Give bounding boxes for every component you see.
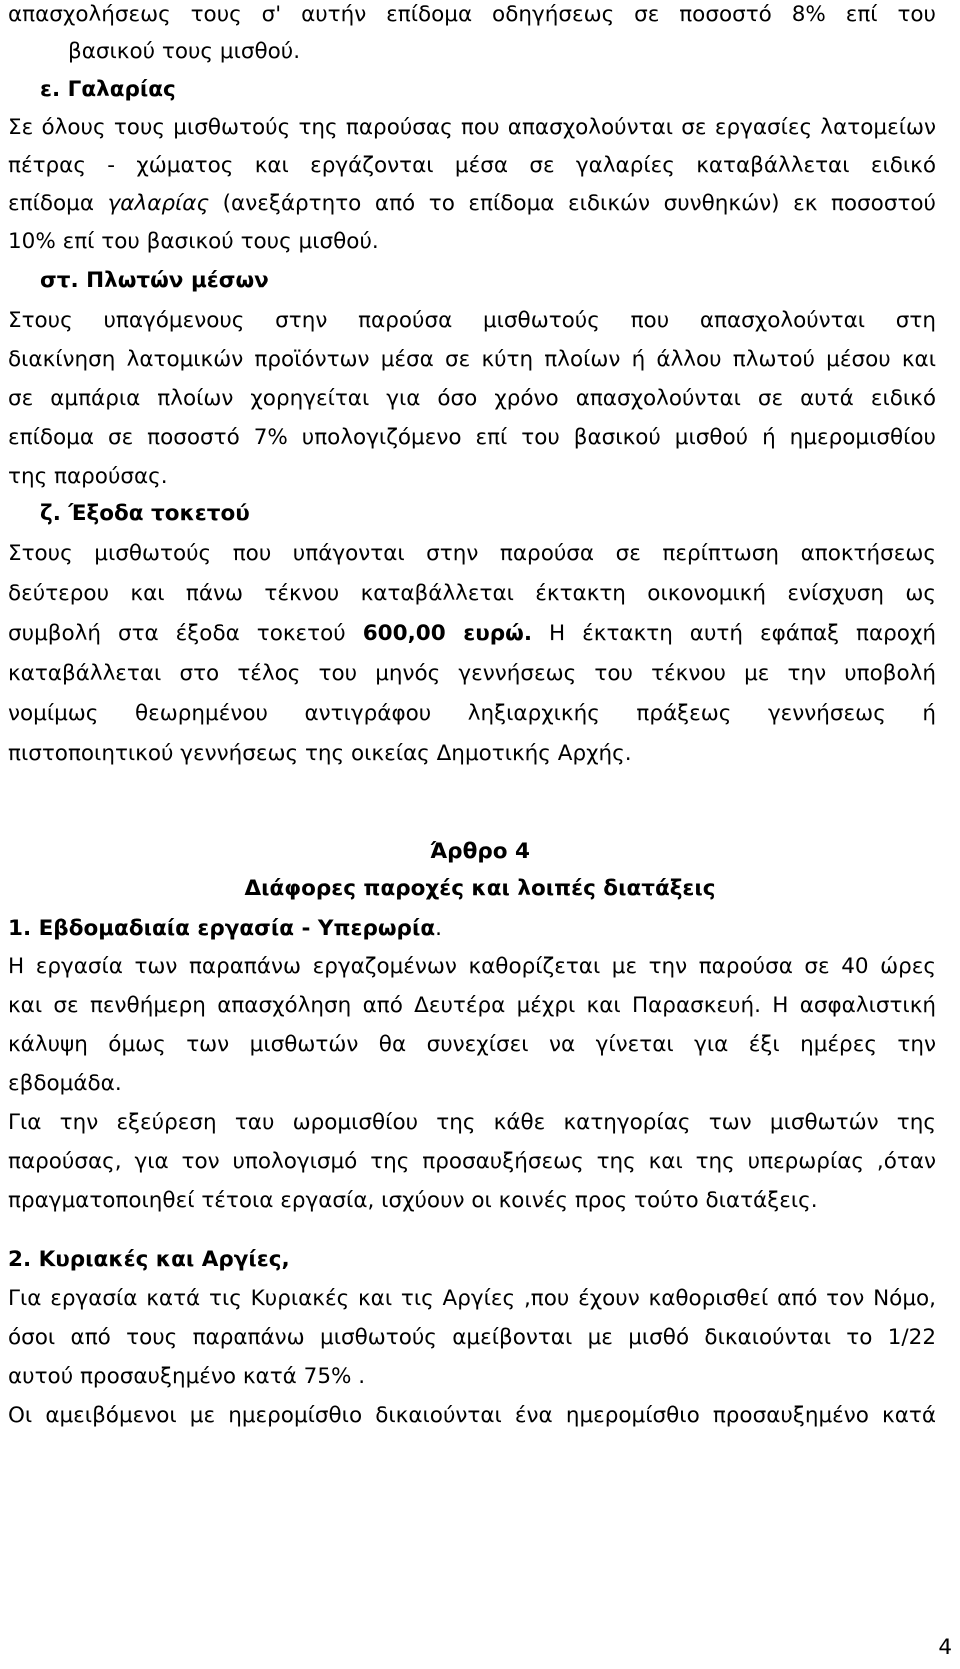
body-text-line: πέτρας - χώματος και εργάζονται μέσα σε γαλαρίες καταβάλλεται ειδικό [8, 153, 936, 178]
body-text-line: βασικού τους μισθού. [68, 39, 301, 64]
body-text-line: Για εργασία κατά τις Κυριακές και τις Αργίες ,που έχουν καθορισθεί από τον Νόμο, [8, 1286, 936, 1311]
heading-text: 1. Εβδομαδιαία εργασία - Υπερωρία [8, 916, 436, 941]
body-text-line: εβδομάδα. [8, 1071, 122, 1096]
body-text-line: πιστοποιητικού γεννήσεως της οικείας Δημοτικής Αρχής. [8, 741, 632, 766]
section-heading-plotwn-meswn: στ. Πλωτών μέσων [40, 268, 269, 293]
body-text-line: της παρούσας. [8, 464, 168, 489]
body-text-span: (ανεξάρτητο από το επίδομα ειδικών συνθηκών) εκ ποσοστού [209, 191, 936, 216]
body-text-line: Σε όλους τους μισθωτούς της παρούσας που απασχολούνται σε εργασίες λατομείων [8, 115, 936, 140]
heading-punctuation: . [435, 916, 442, 941]
body-text-line: δεύτερου και πάνω τέκνου καταβάλλεται έκτακτη οικονομική ενίσχυση ως [8, 581, 936, 606]
section-heading-sundays-holidays: 2. Κυριακές και Αργίες, [8, 1247, 290, 1272]
body-text-line: σε αμπάρια πλοίων χορηγείται για όσο χρόνο απασχολούνται σε αυτά ειδικό [8, 386, 936, 411]
article-subtitle: Διάφορες παροχές και λοιπές διατάξεις [244, 876, 716, 901]
body-text-line: Για την εξεύρεση ταυ ωρομισθίου της κάθε κατηγορίας των μισθωτών της [8, 1110, 936, 1135]
body-text-span: Η έκτακτη αυτή εφάπαξ παροχή [532, 621, 937, 646]
body-text-line: Στους υπαγόμενους στην παρούσα μισθωτούς που απασχολούνται στη [8, 308, 936, 333]
body-text-line: αυτού προσαυξημένο κατά 75% . [8, 1364, 366, 1389]
body-text-line: και σε πενθήμερη απασχόληση από Δευτέρα μέχρι και Παρασκευή. Η ασφαλιστική [8, 993, 936, 1018]
section-heading-weekly-work [8, 914, 936, 944]
body-text-line: καταβάλλεται στο τέλος του μηνός γεννήσεως του τέκνου με την υποβολή [8, 661, 936, 686]
section-heading-exoda-toketou: ζ. Έξοδα τοκετού [40, 501, 250, 526]
page-number: 4 [938, 1635, 952, 1660]
body-text-line: παρούσας, για τον υπολογισμό της προσαυξήσεως της και της υπερωρίας ,όταν [8, 1149, 936, 1174]
body-text-line: νομίμως θεωρημένου αντιγράφου ληξιαρχικής πράξεως γεννήσεως ή [8, 701, 936, 726]
body-text-line: επίδομα σε ποσοστό 7% υπολογιζόμενο επί του βασικού μισθού ή ημερομισθίου [8, 425, 936, 450]
body-text-line: κάλυψη όμως των μισθωτών θα συνεχίσει να γίνεται για έξι ημέρες την [8, 1032, 936, 1057]
body-text-line: Στους μισθωτούς που υπάγονται στην παρούσα σε περίπτωση αποκτήσεως [8, 541, 936, 566]
body-text-line: όσοι από τους παραπάνω μισθωτούς αμείβονται με μισθό δικαιούνται το 1/22 [8, 1325, 936, 1350]
italic-term: γαλαρίας [107, 191, 210, 216]
body-text-line [8, 619, 936, 649]
body-text-span: συμβολή στα έξοδα τοκετού [8, 621, 363, 646]
article-title: Άρθρο 4 [430, 839, 530, 864]
body-text-line: Η εργασία των παραπάνω εργαζομένων καθορίζεται με την παρούσα σε 40 ώρες [8, 954, 936, 979]
body-text-line: διακίνηση λατομικών προϊόντων μέσα σε κύτη πλοίων ή άλλου πλωτού μέσου και [8, 347, 936, 372]
body-text-span: επίδομα [8, 191, 108, 216]
amount-bold: 600,00 ευρώ. [362, 621, 533, 646]
body-text-line: απασχολήσεως τους σ' αυτήν επίδομα οδηγήσεως σε ποσοστό 8% επί του [8, 2, 936, 27]
section-heading-galarias: ε. Γαλαρίας [40, 77, 176, 102]
body-text-line: πραγματοποιηθεί τέτοια εργασία, ισχύουν οι κοινές προς τούτο διατάξεις. [8, 1188, 818, 1213]
body-text-line: Οι αμειβόμενοι με ημερομίσθιο δικαιούνται ένα ημερομίσθιο προσαυξημένο κατά [8, 1403, 936, 1428]
body-text-line: 10% επί του βασικού τους μισθού. [8, 229, 379, 254]
body-text-line [8, 189, 936, 219]
